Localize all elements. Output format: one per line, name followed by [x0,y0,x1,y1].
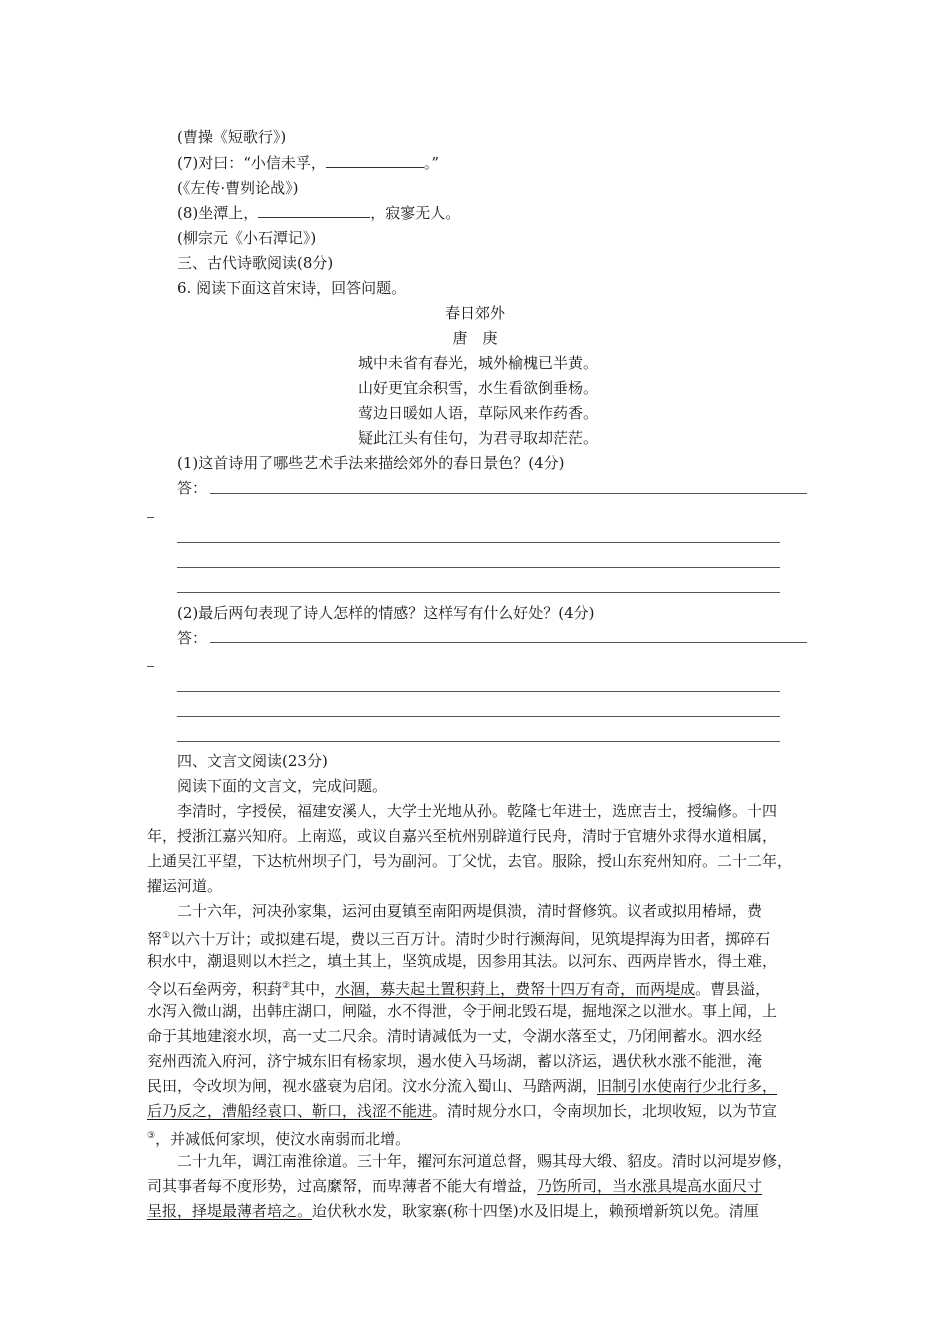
cao-cao-source: (曹操《短歌行》) [177,128,287,146]
poem-line: 疑此江头有佳句，为君寻取却茫茫。 [358,429,599,447]
q8-suffix: ，寂寥无人。 [370,204,461,222]
poem-line: 城中未省有春光，城外榆槐已半黄。 [358,354,599,372]
q7-source: (《左传·曹刿论战》) [177,179,299,197]
underlined-sentence: 旧制引水使南行少北行多， [597,1077,778,1095]
prose-text: ，并减低何家坝，使汶水南弱而北增。 [155,1130,411,1148]
prose-line [147,926,770,949]
poem-title: 春日郊外 [444,304,505,322]
answer-line[interactable] [177,542,780,543]
prose-text: 其中， [290,980,336,998]
prose-line: 年，授浙江嘉兴知府。上南巡，或议自嘉兴至杭州别辟道行民舟，清时于官塘外求得水道相属， [147,827,778,845]
answer-line[interactable] [177,691,780,692]
answer-line[interactable] [177,592,780,593]
prose-line: 擢运河道。 [147,877,223,895]
q8-source: (柳宗元《小石潭记》) [177,229,317,247]
section4-heading: 四、文言文阅读(23分) [177,752,328,770]
prose-text: 司其事者每不度形势，过高縻帑，而卑薄者不能大有增益， [147,1177,538,1195]
prose-line: 二十九年，调江南淮徐道。三十年，擢河东河道总督，赐其母大缎、貂皮。清时以河堤岁修， [177,1152,793,1170]
underlined-sentence: 呈报，择堤最薄者培之。 [147,1202,313,1220]
prose-text: 帑 [147,930,163,948]
underlined-sentence: 后乃反之，漕船经袁口、靳口，浅涩不能进 [147,1102,433,1120]
question-6-1: (1)这首诗用了哪些艺术手法来描绘郊外的春日景色？(4分) [177,454,565,472]
prose-line [147,1126,410,1149]
prose-line: 上通吴江平望，下达杭州坝子门，号为副河。丁父忧，去官。服除，授山东兖州知府。二十二年， [147,852,793,870]
prose-text: 迨伏秋水发，耿家寨(称十四堡)水及旧堤上，赖预增新筑以免。清厘 [312,1202,759,1220]
q7-blank[interactable] [326,153,424,168]
prose-line: 二十六年，河决孙家集，运河由夏镇至南阳两堤俱溃，清时督修筑。议者或拟用椿埽，费 [177,902,763,920]
underlined-sentence: 乃饬所司，当水涨具堤高水面尺寸 [537,1177,763,1195]
answer-line[interactable] [210,493,807,494]
prose-line: 命于其地建滚水坝，高一丈二尺余。清时请减低为一丈，令湖水落至丈，乃闭闸蓄水。泗水经 [147,1027,763,1045]
answer-label: 答： [177,479,208,497]
prose-text: 以六十万计；或拟建石堤，费以三百万计。清时少时行濒海间，见筑堤捍海为田者，掷碎石 [170,930,771,948]
answer-line[interactable] [177,741,780,742]
question-6-2: (2)最后两句表现了诗人怎样的情感？这样写有什么好处？(4分) [177,604,595,622]
footnote-mark: ③ [147,1131,156,1141]
poem-author: 唐 庚 [452,329,498,347]
poem-line: 山好更宜余积雪，水生看欲倒垂杨。 [358,379,599,397]
question-6-intro: 6. 阅读下面这首宋诗，回答问题。 [177,279,407,297]
margin-dash [147,517,154,518]
question-8 [177,203,460,223]
answer-line[interactable] [210,642,807,643]
prose-line [147,976,770,999]
prose-line: 兖州西流入府河，济宁城东旧有杨家坝，遏水使入马场湖，蓄以济运，遇伏秋水涨不能泄，淹 [147,1052,763,1070]
answer-line[interactable] [177,716,780,717]
question-7 [177,153,439,173]
prose-line: 积水中，潮退则以木拦之，填土其上，坚筑成堤，因参用其法。以河东、西两岸皆水，得土难， [147,952,778,970]
poem-line: 莺边日暖如人语，草际风来作药香。 [358,404,599,422]
section3-heading: 三、古代诗歌阅读(8分) [177,254,334,272]
footnote-mark: ② [282,981,291,991]
prose-line: 李清时，字授侯，福建安溪人，大学士光地从孙。乾隆七年进士，选庶吉士，授编修。十四 [177,802,778,820]
answer-label: 答： [177,629,208,647]
prose-text: 民田，令改坝为闸，视水盛衰为启闭。汶水分流入蜀山、马踏两湖， [147,1077,598,1095]
underlined-sentence: 水涸，募夫起土置积葑上，费帑十四万有奇，而两堤成 [335,980,696,998]
prose-line [147,1076,777,1096]
q7-suffix: 。” [423,154,440,172]
prose-line [147,1176,762,1196]
prose-text: 令以石垒两旁，积葑 [147,980,283,998]
q8-blank[interactable] [258,203,370,218]
section4-instruction: 阅读下面的文言文，完成问题。 [177,777,388,795]
q8-prefix: (8)坐潭上， [177,204,259,222]
prose-text: 。清时规分水口，令南坝加长，北坝收短，以为节宣 [432,1102,778,1120]
prose-line [147,1101,777,1121]
margin-dash [147,666,154,667]
prose-line [147,1201,759,1221]
answer-line[interactable] [177,567,780,568]
footnote-mark: ① [162,931,171,941]
prose-text: 。曹县溢， [695,980,771,998]
prose-line: 水泻入微山湖，出韩庄湖口，闸隘，水不得泄，令于闸北毁石堤，掘地深之以泄水。事上闻，上 [147,1002,778,1020]
q7-prefix: (7)对曰：“小信未孚， [177,154,326,172]
